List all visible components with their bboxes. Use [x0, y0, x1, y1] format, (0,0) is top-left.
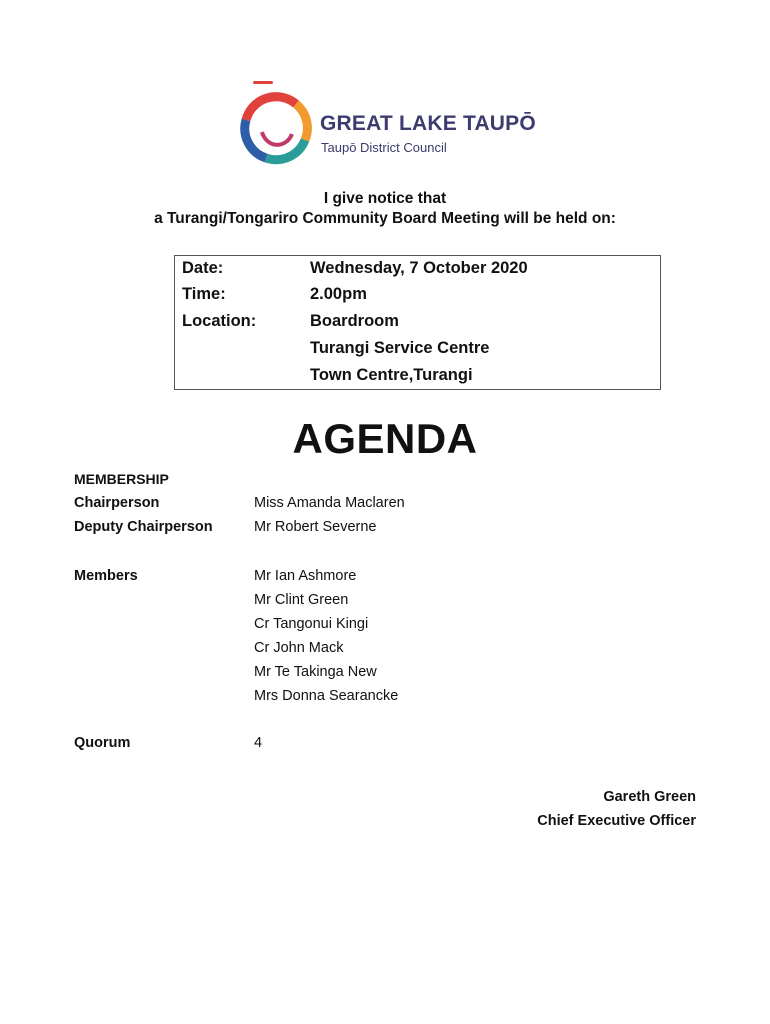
council-name: Taupō District Council	[321, 140, 447, 155]
location-line: Town Centre,Turangi	[310, 366, 473, 384]
location-line: Boardroom	[310, 312, 399, 330]
member-name: Cr Tangonui Kingi	[254, 616, 369, 632]
member-name: Mr Clint Green	[254, 592, 349, 608]
location-line: Turangi Service Centre	[310, 339, 490, 357]
chairperson-name: Miss Amanda Maclaren	[254, 495, 405, 511]
time-value: 2.00pm	[310, 285, 367, 303]
location-label: Location:	[182, 312, 257, 330]
time-label: Time:	[182, 285, 226, 303]
signatory-title: Chief Executive Officer	[537, 813, 696, 829]
meeting-details-box	[174, 255, 661, 390]
member-name: Mr Ian Ashmore	[254, 568, 357, 584]
member-name: Cr John Mack	[254, 640, 344, 656]
notice-line-1: I give notice that	[323, 190, 447, 207]
council-logo	[236, 78, 546, 168]
signatory-name: Gareth Green	[603, 789, 696, 805]
notice-line-2: a Turangi/Tongariro Community Board Meeting will be held on:	[154, 210, 616, 227]
deputy-name: Mr Robert Severne	[254, 519, 377, 535]
members-label: Members	[74, 568, 138, 584]
membership-heading: MEMBERSHIP	[74, 471, 169, 487]
member-name: Mr Te Takinga New	[254, 664, 377, 680]
agenda-title: AGENDA	[292, 415, 478, 462]
deputy-label: Deputy Chairperson	[74, 519, 213, 535]
brand-name: GREAT LAKE TAUPŌ	[320, 112, 536, 135]
member-name: Mrs Donna Searancke	[254, 688, 399, 704]
quorum-label: Quorum	[74, 735, 131, 751]
quorum-value: 4	[254, 735, 263, 751]
date-label: Date:	[182, 259, 224, 277]
date-value: Wednesday, 7 October 2020	[310, 259, 528, 277]
lake-taupo-logo-icon	[236, 78, 316, 168]
chairperson-label: Chairperson	[74, 495, 160, 511]
